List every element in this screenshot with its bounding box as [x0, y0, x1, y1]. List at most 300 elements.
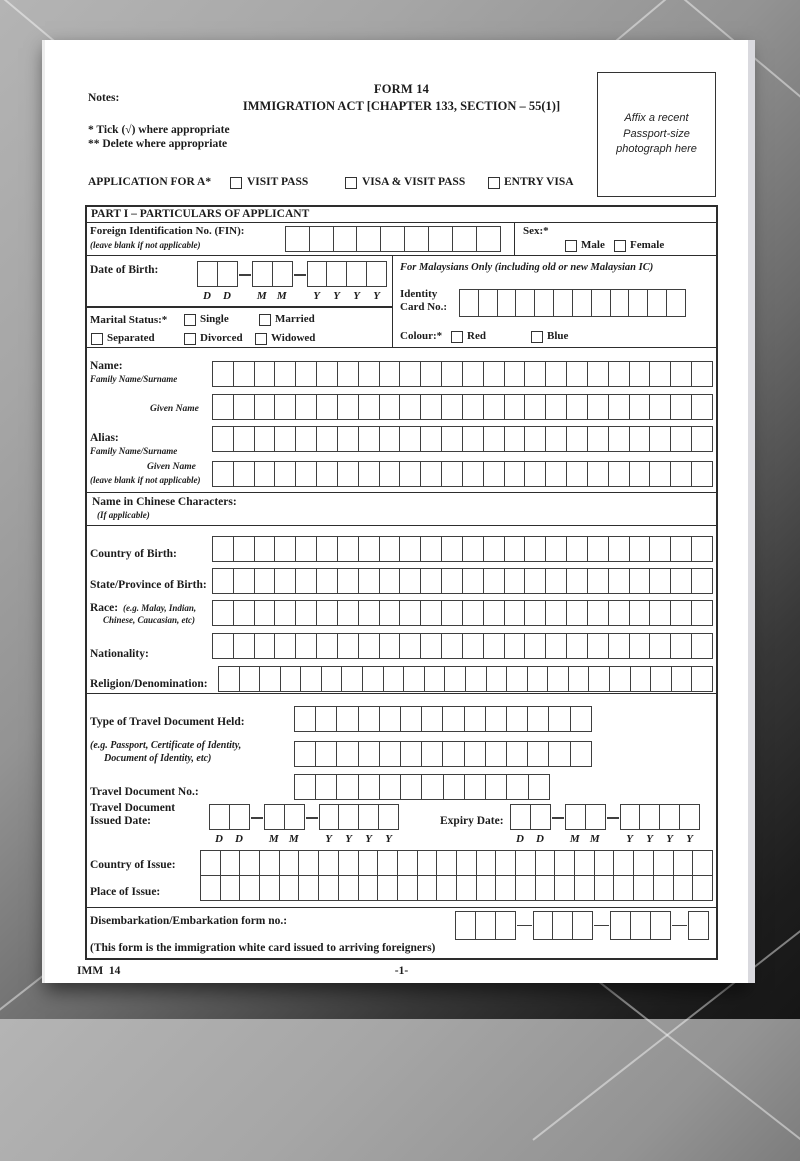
- dob-day-boxes[interactable]: [197, 261, 238, 287]
- char-box[interactable]: [295, 600, 317, 626]
- char-box[interactable]: [524, 568, 546, 594]
- char-box[interactable]: [504, 633, 526, 659]
- char-box[interactable]: [587, 394, 609, 420]
- char-box[interactable]: [588, 666, 610, 692]
- char-box[interactable]: [527, 741, 549, 767]
- char-box[interactable]: [358, 706, 380, 732]
- char-box[interactable]: [212, 394, 234, 420]
- char-box[interactable]: [670, 426, 692, 452]
- char-box[interactable]: [295, 461, 317, 487]
- char-box[interactable]: [316, 361, 338, 387]
- char-box[interactable]: [691, 633, 713, 659]
- char-box[interactable]: [609, 666, 631, 692]
- char-box[interactable]: [254, 461, 276, 487]
- expiry-day-boxes[interactable]: [510, 804, 551, 830]
- char-box[interactable]: [613, 850, 634, 876]
- char-box[interactable]: [420, 600, 442, 626]
- char-box[interactable]: [524, 361, 546, 387]
- char-box[interactable]: [515, 850, 536, 876]
- char-box[interactable]: [506, 706, 528, 732]
- char-box[interactable]: [535, 850, 556, 876]
- char-box[interactable]: [620, 804, 641, 830]
- char-box[interactable]: [380, 226, 405, 252]
- char-box[interactable]: [337, 536, 359, 562]
- char-box[interactable]: [379, 426, 401, 452]
- char-box[interactable]: [212, 600, 234, 626]
- char-box[interactable]: [510, 804, 531, 830]
- char-box[interactable]: [610, 911, 631, 940]
- char-box[interactable]: [337, 461, 359, 487]
- char-box[interactable]: [420, 426, 442, 452]
- char-box[interactable]: [659, 804, 680, 830]
- char-box[interactable]: [649, 568, 671, 594]
- char-box[interactable]: [506, 741, 528, 767]
- char-box[interactable]: [274, 426, 296, 452]
- char-box[interactable]: [400, 774, 422, 800]
- char-box[interactable]: [285, 226, 310, 252]
- char-box[interactable]: [200, 850, 221, 876]
- char-box[interactable]: [476, 850, 497, 876]
- char-box[interactable]: [399, 426, 421, 452]
- country-of-issue-boxes[interactable]: [200, 850, 713, 876]
- char-box[interactable]: [629, 426, 651, 452]
- char-box[interactable]: [691, 394, 713, 420]
- char-box[interactable]: [272, 261, 293, 287]
- char-box[interactable]: [358, 461, 380, 487]
- char-box[interactable]: [670, 536, 692, 562]
- char-box[interactable]: [220, 875, 241, 901]
- alias-surname-boxes[interactable]: [212, 426, 713, 452]
- char-box[interactable]: [691, 666, 713, 692]
- char-box[interactable]: [566, 361, 588, 387]
- char-box[interactable]: [613, 875, 634, 901]
- char-box[interactable]: [608, 600, 630, 626]
- char-box[interactable]: [587, 361, 609, 387]
- char-box[interactable]: [362, 666, 384, 692]
- char-box[interactable]: [566, 426, 588, 452]
- char-box[interactable]: [670, 633, 692, 659]
- divorced-checkbox[interactable]: [184, 333, 196, 345]
- char-box[interactable]: [279, 875, 300, 901]
- char-box[interactable]: [358, 536, 380, 562]
- char-box[interactable]: [566, 461, 588, 487]
- char-box[interactable]: [587, 426, 609, 452]
- char-box[interactable]: [442, 741, 464, 767]
- char-box[interactable]: [424, 666, 446, 692]
- char-box[interactable]: [462, 426, 484, 452]
- char-box[interactable]: [587, 600, 609, 626]
- char-box[interactable]: [379, 361, 401, 387]
- char-box[interactable]: [316, 536, 338, 562]
- single-checkbox[interactable]: [184, 314, 196, 326]
- char-box[interactable]: [566, 394, 588, 420]
- char-box[interactable]: [358, 875, 379, 901]
- colour-blue-checkbox[interactable]: [531, 331, 543, 343]
- char-box[interactable]: [379, 461, 401, 487]
- char-box[interactable]: [587, 536, 609, 562]
- char-box[interactable]: [653, 850, 674, 876]
- char-box[interactable]: [212, 361, 234, 387]
- issued-year-boxes[interactable]: [319, 804, 399, 830]
- char-box[interactable]: [397, 875, 418, 901]
- char-box[interactable]: [209, 804, 230, 830]
- char-box[interactable]: [552, 911, 573, 940]
- char-box[interactable]: [464, 774, 486, 800]
- char-box[interactable]: [326, 261, 347, 287]
- char-box[interactable]: [379, 706, 401, 732]
- char-box[interactable]: [316, 568, 338, 594]
- char-box[interactable]: [649, 461, 671, 487]
- char-box[interactable]: [212, 426, 234, 452]
- char-box[interactable]: [254, 361, 276, 387]
- char-box[interactable]: [670, 568, 692, 594]
- char-box[interactable]: [671, 666, 693, 692]
- char-box[interactable]: [528, 774, 550, 800]
- char-box[interactable]: [443, 774, 465, 800]
- char-box[interactable]: [629, 536, 651, 562]
- visit-pass-checkbox[interactable]: [230, 177, 242, 189]
- char-box[interactable]: [486, 666, 508, 692]
- char-box[interactable]: [554, 875, 575, 901]
- char-box[interactable]: [441, 394, 463, 420]
- char-box[interactable]: [337, 633, 359, 659]
- char-box[interactable]: [649, 600, 671, 626]
- char-box[interactable]: [298, 850, 319, 876]
- issued-month-boxes[interactable]: [264, 804, 305, 830]
- colour-red-checkbox[interactable]: [451, 331, 463, 343]
- char-box[interactable]: [545, 394, 567, 420]
- char-box[interactable]: [650, 666, 672, 692]
- char-box[interactable]: [545, 426, 567, 452]
- visa-visit-pass-checkbox[interactable]: [345, 177, 357, 189]
- char-box[interactable]: [608, 568, 630, 594]
- char-box[interactable]: [649, 361, 671, 387]
- char-box[interactable]: [515, 875, 536, 901]
- char-box[interactable]: [465, 666, 487, 692]
- char-box[interactable]: [259, 850, 280, 876]
- char-box[interactable]: [379, 600, 401, 626]
- char-box[interactable]: [358, 426, 380, 452]
- char-box[interactable]: [254, 426, 276, 452]
- char-box[interactable]: [649, 536, 671, 562]
- char-box[interactable]: [630, 666, 652, 692]
- alias-given-boxes[interactable]: [212, 461, 713, 487]
- char-box[interactable]: [404, 226, 429, 252]
- char-box[interactable]: [483, 600, 505, 626]
- char-box[interactable]: [233, 633, 255, 659]
- char-box[interactable]: [294, 706, 316, 732]
- char-box[interactable]: [574, 850, 595, 876]
- char-box[interactable]: [346, 261, 367, 287]
- char-box[interactable]: [649, 633, 671, 659]
- char-box[interactable]: [670, 361, 692, 387]
- char-box[interactable]: [212, 633, 234, 659]
- char-box[interactable]: [629, 361, 651, 387]
- char-box[interactable]: [483, 394, 505, 420]
- char-box[interactable]: [239, 666, 261, 692]
- char-box[interactable]: [649, 426, 671, 452]
- char-box[interactable]: [399, 536, 421, 562]
- char-box[interactable]: [691, 461, 713, 487]
- char-box[interactable]: [524, 426, 546, 452]
- char-box[interactable]: [545, 568, 567, 594]
- char-box[interactable]: [608, 536, 630, 562]
- char-box[interactable]: [515, 289, 535, 317]
- char-box[interactable]: [356, 226, 381, 252]
- char-box[interactable]: [338, 804, 359, 830]
- char-box[interactable]: [259, 875, 280, 901]
- char-box[interactable]: [337, 426, 359, 452]
- char-box[interactable]: [566, 600, 588, 626]
- char-box[interactable]: [341, 666, 363, 692]
- char-box[interactable]: [338, 850, 359, 876]
- char-box[interactable]: [295, 394, 317, 420]
- char-box[interactable]: [274, 536, 296, 562]
- married-checkbox[interactable]: [259, 314, 271, 326]
- char-box[interactable]: [295, 361, 317, 387]
- fin-boxes[interactable]: [285, 226, 501, 252]
- char-box[interactable]: [524, 633, 546, 659]
- char-box[interactable]: [587, 633, 609, 659]
- char-box[interactable]: [572, 289, 592, 317]
- char-box[interactable]: [483, 633, 505, 659]
- char-box[interactable]: [399, 361, 421, 387]
- char-box[interactable]: [274, 394, 296, 420]
- char-box[interactable]: [379, 774, 401, 800]
- travel-doc-type-boxes[interactable]: [294, 706, 592, 732]
- char-box[interactable]: [399, 461, 421, 487]
- char-box[interactable]: [452, 226, 477, 252]
- char-box[interactable]: [653, 875, 674, 901]
- char-box[interactable]: [548, 741, 570, 767]
- char-box[interactable]: [358, 394, 380, 420]
- char-box[interactable]: [358, 600, 380, 626]
- char-box[interactable]: [399, 600, 421, 626]
- char-box[interactable]: [495, 850, 516, 876]
- char-box[interactable]: [417, 875, 438, 901]
- char-box[interactable]: [524, 394, 546, 420]
- char-box[interactable]: [428, 226, 453, 252]
- char-box[interactable]: [338, 875, 359, 901]
- char-box[interactable]: [274, 568, 296, 594]
- char-box[interactable]: [399, 394, 421, 420]
- char-box[interactable]: [377, 875, 398, 901]
- char-box[interactable]: [379, 741, 401, 767]
- char-box[interactable]: [358, 568, 380, 594]
- char-box[interactable]: [594, 875, 615, 901]
- char-box[interactable]: [673, 850, 694, 876]
- char-box[interactable]: [506, 774, 528, 800]
- char-box[interactable]: [610, 289, 630, 317]
- char-box[interactable]: [284, 804, 305, 830]
- char-box[interactable]: [462, 361, 484, 387]
- char-box[interactable]: [691, 568, 713, 594]
- char-box[interactable]: [483, 568, 505, 594]
- char-box[interactable]: [545, 633, 567, 659]
- expiry-month-boxes[interactable]: [565, 804, 606, 830]
- char-box[interactable]: [321, 666, 343, 692]
- char-box[interactable]: [358, 361, 380, 387]
- char-box[interactable]: [691, 361, 713, 387]
- char-box[interactable]: [337, 568, 359, 594]
- char-box[interactable]: [524, 600, 546, 626]
- char-box[interactable]: [315, 706, 337, 732]
- religion-boxes[interactable]: [218, 666, 713, 692]
- char-box[interactable]: [441, 461, 463, 487]
- char-box[interactable]: [333, 226, 358, 252]
- char-box[interactable]: [547, 666, 569, 692]
- char-box[interactable]: [485, 774, 507, 800]
- char-box[interactable]: [462, 633, 484, 659]
- char-box[interactable]: [233, 536, 255, 562]
- char-box[interactable]: [421, 741, 443, 767]
- char-box[interactable]: [566, 536, 588, 562]
- char-box[interactable]: [630, 911, 651, 940]
- char-box[interactable]: [316, 461, 338, 487]
- char-box[interactable]: [220, 850, 241, 876]
- char-box[interactable]: [212, 568, 234, 594]
- char-box[interactable]: [587, 568, 609, 594]
- char-box[interactable]: [294, 774, 316, 800]
- char-box[interactable]: [421, 774, 443, 800]
- issued-day-boxes[interactable]: [209, 804, 250, 830]
- char-box[interactable]: [421, 706, 443, 732]
- char-box[interactable]: [233, 600, 255, 626]
- char-box[interactable]: [679, 804, 700, 830]
- disembarkation-boxes[interactable]: [455, 911, 709, 940]
- char-box[interactable]: [504, 536, 526, 562]
- char-box[interactable]: [254, 600, 276, 626]
- char-box[interactable]: [633, 875, 654, 901]
- char-box[interactable]: [358, 850, 379, 876]
- char-box[interactable]: [441, 361, 463, 387]
- char-box[interactable]: [462, 600, 484, 626]
- char-box[interactable]: [212, 536, 234, 562]
- char-box[interactable]: [670, 461, 692, 487]
- char-box[interactable]: [274, 633, 296, 659]
- char-box[interactable]: [436, 875, 457, 901]
- char-box[interactable]: [633, 850, 654, 876]
- char-box[interactable]: [524, 536, 546, 562]
- char-box[interactable]: [315, 741, 337, 767]
- char-box[interactable]: [254, 536, 276, 562]
- char-box[interactable]: [628, 289, 648, 317]
- separated-checkbox[interactable]: [91, 333, 103, 345]
- char-box[interactable]: [608, 394, 630, 420]
- char-box[interactable]: [495, 911, 516, 940]
- char-box[interactable]: [417, 850, 438, 876]
- char-box[interactable]: [545, 600, 567, 626]
- char-box[interactable]: [377, 850, 398, 876]
- char-box[interactable]: [504, 568, 526, 594]
- char-box[interactable]: [379, 568, 401, 594]
- char-box[interactable]: [400, 741, 422, 767]
- char-box[interactable]: [233, 461, 255, 487]
- char-box[interactable]: [441, 426, 463, 452]
- char-box[interactable]: [316, 600, 338, 626]
- char-box[interactable]: [420, 633, 442, 659]
- state-of-birth-boxes[interactable]: [212, 568, 713, 594]
- char-box[interactable]: [570, 741, 592, 767]
- char-box[interactable]: [403, 666, 425, 692]
- female-checkbox[interactable]: [614, 240, 626, 252]
- widowed-checkbox[interactable]: [255, 333, 267, 345]
- char-box[interactable]: [383, 666, 405, 692]
- char-box[interactable]: [420, 461, 442, 487]
- char-box[interactable]: [495, 875, 516, 901]
- char-box[interactable]: [420, 536, 442, 562]
- expiry-year-boxes[interactable]: [620, 804, 700, 830]
- char-box[interactable]: [217, 261, 238, 287]
- char-box[interactable]: [506, 666, 528, 692]
- char-box[interactable]: [545, 461, 567, 487]
- char-box[interactable]: [218, 666, 240, 692]
- char-box[interactable]: [497, 289, 517, 317]
- char-box[interactable]: [574, 875, 595, 901]
- char-box[interactable]: [524, 461, 546, 487]
- char-box[interactable]: [691, 600, 713, 626]
- char-box[interactable]: [568, 666, 590, 692]
- char-box[interactable]: [295, 536, 317, 562]
- char-box[interactable]: [629, 633, 651, 659]
- char-box[interactable]: [608, 633, 630, 659]
- char-box[interactable]: [462, 536, 484, 562]
- travel-doc-no-boxes[interactable]: [294, 774, 550, 800]
- char-box[interactable]: [441, 568, 463, 594]
- entry-visa-checkbox[interactable]: [488, 177, 500, 189]
- char-box[interactable]: [692, 875, 713, 901]
- char-box[interactable]: [456, 850, 477, 876]
- char-box[interactable]: [464, 706, 486, 732]
- char-box[interactable]: [534, 289, 554, 317]
- char-box[interactable]: [252, 261, 273, 287]
- char-box[interactable]: [639, 804, 660, 830]
- char-box[interactable]: [274, 461, 296, 487]
- char-box[interactable]: [378, 804, 399, 830]
- char-box[interactable]: [462, 461, 484, 487]
- char-box[interactable]: [566, 633, 588, 659]
- char-box[interactable]: [545, 536, 567, 562]
- char-box[interactable]: [464, 741, 486, 767]
- char-box[interactable]: [420, 361, 442, 387]
- char-box[interactable]: [337, 394, 359, 420]
- char-box[interactable]: [358, 741, 380, 767]
- char-box[interactable]: [673, 875, 694, 901]
- char-box[interactable]: [300, 666, 322, 692]
- char-box[interactable]: [254, 394, 276, 420]
- char-box[interactable]: [444, 666, 466, 692]
- char-box[interactable]: [316, 633, 338, 659]
- char-box[interactable]: [315, 774, 337, 800]
- char-box[interactable]: [379, 394, 401, 420]
- char-box[interactable]: [629, 461, 651, 487]
- char-box[interactable]: [629, 600, 651, 626]
- race-boxes[interactable]: [212, 600, 713, 626]
- char-box[interactable]: [336, 774, 358, 800]
- country-of-birth-boxes[interactable]: [212, 536, 713, 562]
- char-box[interactable]: [670, 394, 692, 420]
- char-box[interactable]: [462, 568, 484, 594]
- char-box[interactable]: [504, 394, 526, 420]
- travel-doc-type-boxes2[interactable]: [294, 741, 592, 767]
- char-box[interactable]: [504, 361, 526, 387]
- dob-month-boxes[interactable]: [252, 261, 293, 287]
- char-box[interactable]: [399, 568, 421, 594]
- char-box[interactable]: [504, 426, 526, 452]
- char-box[interactable]: [295, 568, 317, 594]
- char-box[interactable]: [358, 633, 380, 659]
- char-box[interactable]: [691, 536, 713, 562]
